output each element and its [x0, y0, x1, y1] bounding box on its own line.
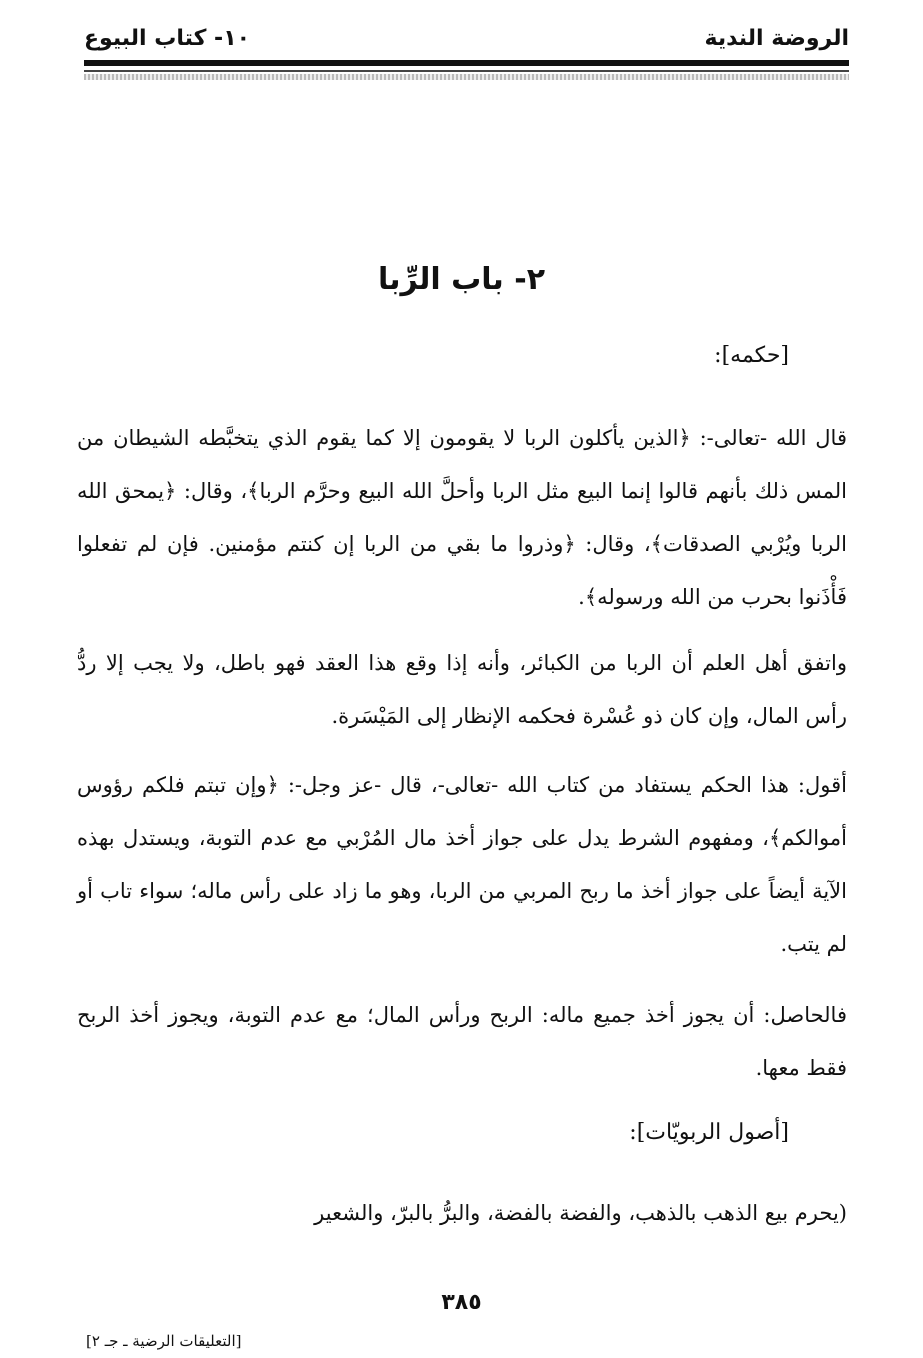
header-rule-thick	[84, 60, 849, 66]
running-header-book-title: الروضة الندية	[704, 26, 849, 51]
paragraph-commentary: أقول: هذا الحكم يستفاد من كتاب الله -تعالى-، قال -عز وجل-: ﴿وإن تبتم فلكم رؤوس أموالكم﴾، ومفهوم الشرط يدل على جواز أخذ مال المُرْبي مع عدم التوبة، ويستدل بهذه الآية أيضاً على جواز أخذ ما ربح المربي من الربا، وهو ما زاد على رأس ماله؛ سواء تاب أو لم يتب.	[77, 773, 847, 956]
paragraph-hadith-start: (يحرم بيع الذهب بالذهب، والفضة بالفضة، والبرُّ بالبرّ، والشعير	[314, 1201, 847, 1225]
paragraph-verses: قال الله -تعالى-: ﴿الذين يأكلون الربا لا يقومون إلا كما يقوم الذي يتخبَّطه الشيطان من المس ذلك بأنهم قالوا إنما البيع مثل الربا وأحلَّ الله البيع وحرَّم الربا﴾، وقال: ﴿يمحق الله الربا ويُرْبي الصدقات﴾، وقال: ﴿وذروا ما بقي من الربا إن كنتم مؤمنين. فإن لم تفعلوا فَأْذَنوا بحرب من الله ورسوله﴾.	[77, 426, 847, 609]
page-number: ٣٨٥	[441, 1290, 482, 1315]
chapter-title: ٢- باب الرِّبا	[377, 262, 546, 297]
footer-note: [التعليقات الرضية ـ جـ ٢]	[86, 1332, 242, 1350]
section-heading-ruling: [حكمه]:	[714, 343, 789, 368]
running-header-section: ١٠- كتاب البيوع	[84, 26, 251, 51]
paragraph-consensus: واتفق أهل العلم أن الربا من الكبائر، وأنه إذا وقع هذا العقد فهو باطل، ولا يجب إلا ردُّ رأس المال، وإن كان ذو عُسْرة فحكمه الإنظار إلى المَيْسَرة.	[77, 651, 847, 728]
header-rule-thin	[84, 70, 849, 72]
paragraph-conclusion: فالحاصل: أن يجوز أخذ جميع ماله: الربح ورأس المال؛ مع عدم التوبة، ويجوز أخذ الربح فقط معها.	[77, 1003, 847, 1080]
header-rule-shade	[84, 74, 849, 80]
section-heading-principles: [أصول الربويّات]:	[629, 1120, 789, 1145]
